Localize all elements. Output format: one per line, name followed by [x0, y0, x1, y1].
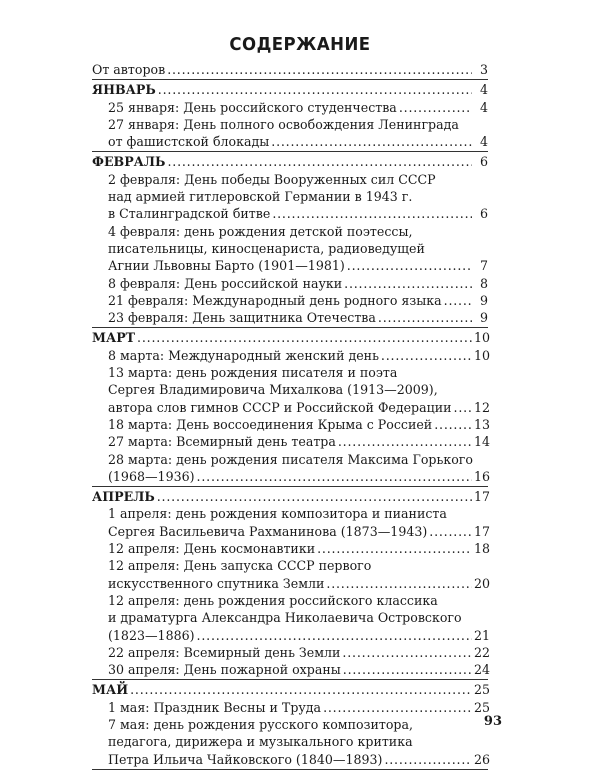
toc-section[interactable] [92, 81, 488, 98]
section-title-page: 10 [474, 330, 491, 346]
entry-text: 30 апреля: День пожарной охраны [108, 662, 341, 678]
page-title: СОДЕРЖАНИЕ [229, 34, 371, 55]
dot-leader [343, 661, 472, 678]
toc-entry[interactable] [92, 505, 491, 540]
entry-row [108, 751, 491, 768]
entry-text: 25 января: День российского студенчества [108, 99, 397, 115]
toc-entry[interactable] [92, 644, 491, 661]
section-divider [92, 679, 488, 680]
entry-text: 22 апреля: Всемирный день Земли [108, 644, 341, 660]
section-title-text: ЯНВАРЬ [92, 82, 156, 98]
entry-page: 22 [474, 644, 491, 660]
entry-text: 27 марта: Всемирный день театра [108, 434, 336, 450]
entry-row [108, 133, 488, 150]
entry-row [108, 575, 491, 592]
entry-page: 24 [474, 662, 491, 678]
toc-entry[interactable] [92, 557, 491, 592]
entry-row [108, 257, 488, 274]
entry-row [108, 205, 488, 222]
section-title-page: 6 [479, 154, 488, 170]
entry-row [108, 540, 491, 557]
entry-row [108, 99, 488, 116]
toc-entry[interactable] [92, 699, 491, 716]
section-title-row [92, 488, 491, 505]
entry-page: 25 [474, 699, 491, 715]
section-divider [92, 151, 488, 152]
toc-section[interactable] [92, 153, 488, 170]
entry-page: 17 [474, 523, 491, 539]
section-divider [92, 769, 488, 770]
dot-leader [338, 433, 472, 450]
dot-leader [317, 540, 472, 557]
entry-page: 18 [474, 541, 491, 557]
section-title-row [92, 153, 488, 170]
toc-intro[interactable] [92, 61, 488, 78]
dot-leader [272, 205, 472, 222]
entry-text-line: 13 марта: день рождения писателя и поэта [108, 365, 398, 381]
toc-entry[interactable] [92, 116, 488, 151]
toc-entry[interactable] [92, 292, 488, 309]
entry-page: 20 [474, 575, 491, 591]
entry-page: 4 [479, 99, 488, 115]
entry-text: (1823—1886) [108, 627, 195, 643]
table-of-contents [92, 61, 491, 771]
dot-leader [344, 275, 472, 292]
toc-entry[interactable] [92, 433, 491, 450]
entry-text-line: писательницы, киносценариста, радиоведущей [108, 240, 425, 256]
dot-leader [384, 751, 472, 768]
dot-leader [167, 61, 472, 78]
section-title-text: АПРЕЛЬ [92, 489, 155, 505]
toc-entry[interactable] [92, 364, 491, 416]
entry-row [108, 275, 488, 292]
entry-row [108, 644, 491, 661]
section-divider [92, 79, 488, 80]
toc-entry[interactable] [92, 716, 491, 768]
dot-leader [399, 99, 472, 116]
entry-text: 12 апреля: День космонавтики [108, 541, 316, 557]
entry-text: (1968—1936) [108, 468, 195, 484]
entry-text-line: педагога, дирижера и музыкального критика [108, 734, 413, 750]
entry-row [108, 416, 491, 433]
toc-entry[interactable] [92, 275, 488, 292]
toc-section[interactable] [92, 488, 491, 505]
toc-section[interactable] [92, 681, 491, 698]
toc-entry[interactable] [92, 540, 491, 557]
entry-text: 21 февраля: Международный день родного языка [108, 292, 442, 308]
dot-leader [271, 133, 472, 150]
section-title-row [92, 81, 488, 98]
dot-leader [342, 644, 472, 661]
entry-page: 21 [474, 627, 491, 643]
entry-text-line: и драматурга Александра Николаевича Островского [108, 610, 462, 626]
entry-row [108, 309, 488, 326]
entry-row [108, 347, 491, 364]
entry-text: 8 марта: Международный женский день [108, 347, 379, 363]
entry-page: 9 [479, 310, 488, 326]
section-title-page: 25 [474, 682, 491, 698]
toc-entry[interactable] [92, 347, 491, 364]
entry-text-line: над армией гитлеровской Германии в 1943 г. [108, 189, 413, 205]
entry-text-line: 12 апреля: День запуска СССР первого [108, 558, 372, 574]
entry-text: 23 февраля: День защитника Отечества [108, 310, 376, 326]
entry-row [108, 661, 491, 678]
dot-leader [158, 81, 472, 98]
entry-page: 16 [474, 468, 491, 484]
entry-text: 1 мая: Праздник Весны и Труда [108, 699, 322, 715]
entry-row [108, 433, 491, 450]
entry-text-line: Сергея Владимировича Михалкова (1913—2009), [108, 382, 438, 398]
entry-text: Агнии Львовны Барто (1901—1981) [108, 258, 345, 274]
dot-leader [429, 523, 472, 540]
toc-section[interactable] [92, 329, 491, 346]
entry-page: 9 [479, 292, 488, 308]
dot-leader [157, 488, 472, 505]
entry-text-line: 27 января: День полного освобождения Ленинграда [108, 116, 459, 132]
section-title-page: 17 [474, 489, 491, 505]
toc-intro-page: 3 [479, 62, 488, 77]
entry-row [108, 399, 491, 416]
toc-entry[interactable] [92, 661, 491, 678]
dot-leader [454, 399, 472, 416]
entry-text-line: 12 апреля: день рождения российского классика [108, 592, 438, 608]
entry-row [108, 292, 488, 309]
entry-page: 8 [479, 275, 488, 291]
entry-text-line: 7 мая: день рождения русского композитора, [108, 716, 413, 732]
entry-row [108, 627, 491, 644]
entry-text: от фашистской блокады [108, 134, 270, 150]
entry-page: 13 [474, 416, 491, 432]
dot-leader [381, 347, 472, 364]
entry-text: искусственного спутника Земли [108, 575, 325, 591]
entry-page: 26 [474, 751, 491, 767]
entry-text-line: 1 апреля: день рождения композитора и пианиста [108, 506, 447, 522]
entry-text: автора слов гимнов СССР и Российской Федерации [108, 399, 452, 415]
toc-entry[interactable] [92, 99, 488, 116]
dot-leader [137, 329, 472, 346]
entry-page: 10 [474, 347, 491, 363]
dot-leader [434, 416, 472, 433]
section-divider [92, 486, 488, 487]
entry-text-line: 4 февраля: день рождения детской поэтессы, [108, 223, 413, 239]
entry-page: 12 [474, 399, 491, 415]
entry-page: 4 [479, 134, 488, 150]
section-divider [92, 327, 488, 328]
entry-text: в Сталинградской битве [108, 206, 271, 222]
toc-entry[interactable] [92, 309, 488, 326]
toc-intro-text: От авторов [92, 62, 166, 77]
entry-text: 18 марта: День воссоединения Крыма с Россией [108, 416, 433, 432]
section-title-row [92, 329, 491, 346]
dot-leader [130, 681, 472, 698]
entry-text-line: 28 марта: день рождения писателя Максима Горького [108, 451, 473, 467]
page-number: 93 [483, 714, 502, 729]
entry-text: Сергея Васильевича Рахманинова (1873—1943) [108, 523, 428, 539]
dot-leader [378, 309, 472, 326]
entry-page: 6 [479, 206, 488, 222]
entry-text: 8 февраля: День российской науки [108, 275, 343, 291]
section-title-text: ФЕВРАЛЬ [92, 154, 166, 170]
section-title-text: МАРТ [92, 330, 136, 346]
toc-entry[interactable] [92, 223, 488, 275]
dot-leader [444, 292, 472, 309]
toc-entry[interactable] [92, 592, 491, 644]
entry-page: 7 [479, 258, 488, 274]
entry-text: Петра Ильича Чайковского (1840—1893) [108, 751, 383, 767]
dot-leader [323, 699, 472, 716]
entry-row [108, 523, 491, 540]
section-title-row [92, 681, 491, 698]
toc-entry[interactable] [92, 451, 491, 486]
dot-leader [347, 257, 472, 274]
dot-leader [167, 153, 472, 170]
section-title-text: МАЙ [92, 682, 129, 698]
entry-text-line: 2 февраля: День победы Вооруженных сил СССР [108, 171, 436, 187]
entry-row [108, 468, 491, 485]
entry-page: 14 [474, 434, 491, 450]
dot-leader [197, 468, 472, 485]
toc-entry[interactable] [92, 416, 491, 433]
toc-entry[interactable] [92, 171, 488, 223]
section-title-page: 4 [479, 82, 488, 98]
entry-row [108, 699, 491, 716]
dot-leader [326, 575, 472, 592]
dot-leader [197, 627, 472, 644]
